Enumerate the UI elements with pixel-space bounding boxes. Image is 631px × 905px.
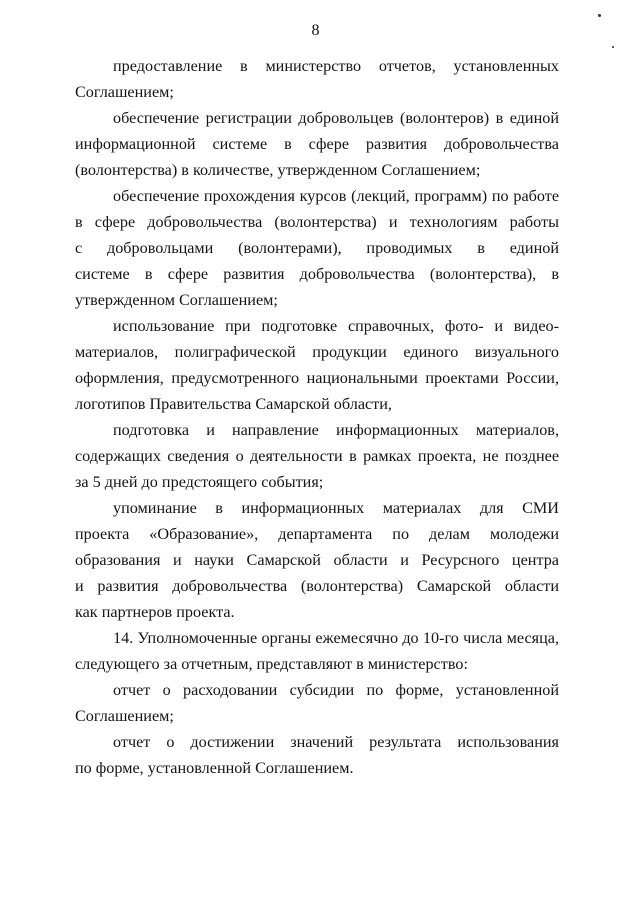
text-line: и развития добровольчества (волонтерства) Самарской области [75,577,559,595]
scan-speck [598,14,601,17]
text-line: содержащих сведения о деятельности в рамках проекта, не позднее [75,447,559,465]
text-line: (волонтерства) в количестве, утвержденном Соглашением; [75,161,481,179]
text-line: по форме, установленной Соглашением. [75,759,354,777]
text-line: обеспечение регистрации добровольцев (волонтеров) в единой [113,109,559,127]
text-line: с добровольцами (волонтерами), проводимых в единой [75,239,559,257]
text-line: обеспечение прохождения курсов (лекций, программ) по работе [113,187,559,205]
text-line: утвержденном Соглашением; [75,291,278,309]
text-line: предоставление в министерство отчетов, установленных [113,57,559,75]
text-line: системе в сфере развития добровольчества (волонтерства), в [75,265,559,283]
text-line: в сфере добровольчества (волонтерства) и технологиям работы [75,213,559,231]
text-line: информационной системе в сфере развития добровольчества [75,135,559,153]
text-line: упоминание в информационных материалах для СМИ [113,499,559,517]
page-number: 8 [311,22,320,39]
text-line: проекта «Образование», департамента по делам молодежи [75,525,559,543]
text-line: образования и науки Самарской области и Ресурсного центра [75,551,559,569]
text-line: отчет о расходовании субсидии по форме, установленной [113,681,559,699]
text-line: Соглашением; [75,707,174,725]
text-line: материалов, полиграфической продукции единого визуального [75,343,559,361]
text-line: подготовка и направление информационных материалов, [113,421,559,439]
text-line: логотипов Правительства Самарской области, [75,395,392,413]
text-line: Соглашением; [75,83,174,101]
text-line: использование при подготовке справочных, фото- и видео- [113,317,559,335]
text-line: следующего за отчетным, представляют в министерство: [75,655,468,673]
scan-speck [612,46,614,48]
text-line: оформления, предусмотренного национальными проектами России, [75,369,559,387]
text-line: отчет о достижении значений результата использования [113,733,559,751]
text-line: за 5 дней до предстоящего события; [75,473,324,491]
text-line: 14. Уполномоченные органы ежемесячно до 10-го числа месяца, [113,629,559,647]
text-line: как партнеров проекта. [75,603,235,621]
